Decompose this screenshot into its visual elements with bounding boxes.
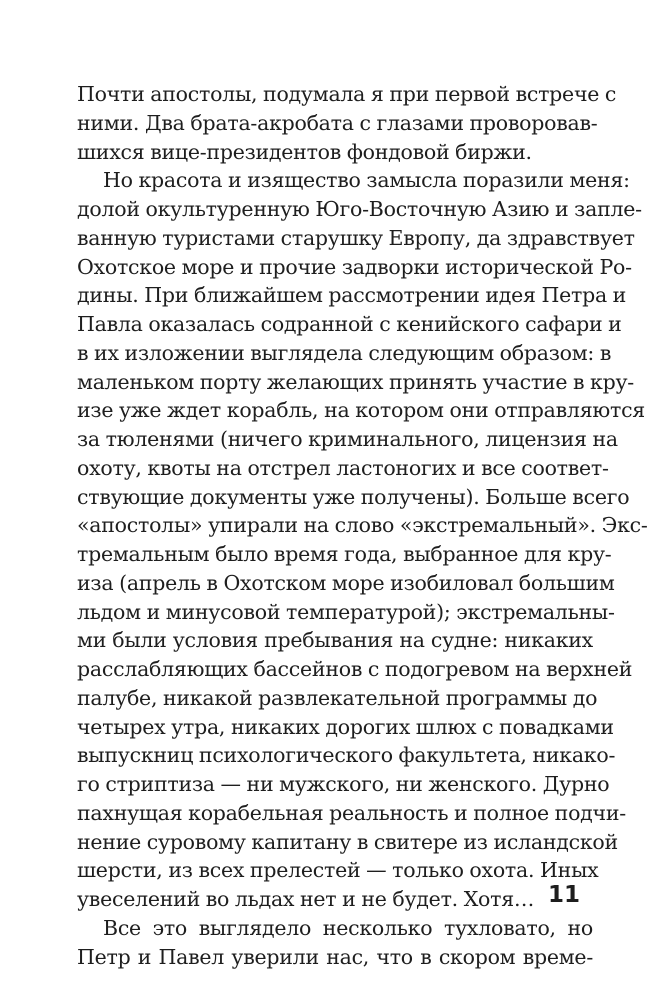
text-line: палубе, никакой развлекательной программы до	[77, 685, 598, 710]
text-line: иза (апрель в Охотском море изобиловал большим	[77, 570, 615, 595]
text-line: льдом и минусовой температурой); экстремальны-	[77, 599, 615, 624]
text-line: пахнущая корабельная реальность и полное подчи-	[77, 800, 626, 825]
text-line: за тюленями (ничего криминального, лицензия на	[77, 427, 618, 451]
text-line: четырех утра, никаких дорогих шлюх с повадками	[77, 714, 614, 739]
text-line: дины. При ближайшем рассмотрении идея Петра и	[77, 283, 627, 308]
text-line: ванную туристами старушку Европу, да здравствует	[77, 225, 635, 250]
text-line: шихся вице-президентов фондовой биржи.	[77, 139, 532, 164]
text-line: маленьком порту желающих принять участие в кру-	[77, 369, 634, 394]
text-line: Петр и Павел уверили нас, что в скором време-	[77, 944, 593, 969]
text-line: го стриптиза — ни мужского, ни женского. Дурно	[77, 772, 610, 796]
text-line: охоту, квоты на отстрел ластоногих и все соответ-	[77, 455, 609, 480]
text-line: увеселений во льдах нет и не будет. Хотя…	[77, 887, 535, 911]
text-line: тремальным было время года, выбранное для кру-	[77, 542, 612, 566]
text-line: в их изложении выглядела следующим образом: в	[77, 340, 612, 365]
text-line: ствующие документы уже получены). Больше всего	[77, 484, 630, 509]
text-line: расслабляющих бассейнов с подогревом на верхней	[77, 657, 633, 681]
page-number: 11	[548, 882, 581, 908]
text-line: «апостолы» упирали на слово «экстремальный». Экс-	[77, 513, 648, 538]
text-line: выпускниц психологического факультета, никако-	[77, 743, 616, 768]
text-line: ними. Два брата-акробата с глазами проворовав-	[77, 110, 598, 135]
text-line: ми были условия пребывания на судне: никаких	[77, 628, 593, 653]
paragraph-start-line: Все это выглядело несколько тухловато, но	[103, 915, 593, 940]
text-line: Охотское море и прочие задворки исторической Ро-	[77, 254, 632, 279]
text-line: нение суровому капитану в свитере из исландской	[77, 829, 618, 854]
text-line: шерсти, из всех прелестей — только охота. Иных	[77, 858, 599, 883]
body-text	[77, 80, 648, 971]
text-line: долой окультуренную Юго-Восточную Азию и запле-	[77, 197, 642, 221]
text-line: изе уже ждет корабль, на котором они отправляются	[77, 398, 645, 423]
paragraph-start-line: Но красота и изящество замысла поразили меня:	[103, 168, 630, 193]
text-line: Павла оказалась содранной с кенийского сафари и	[77, 312, 622, 336]
text-line: Почти апостолы, подумала я при первой встрече с	[77, 82, 617, 106]
